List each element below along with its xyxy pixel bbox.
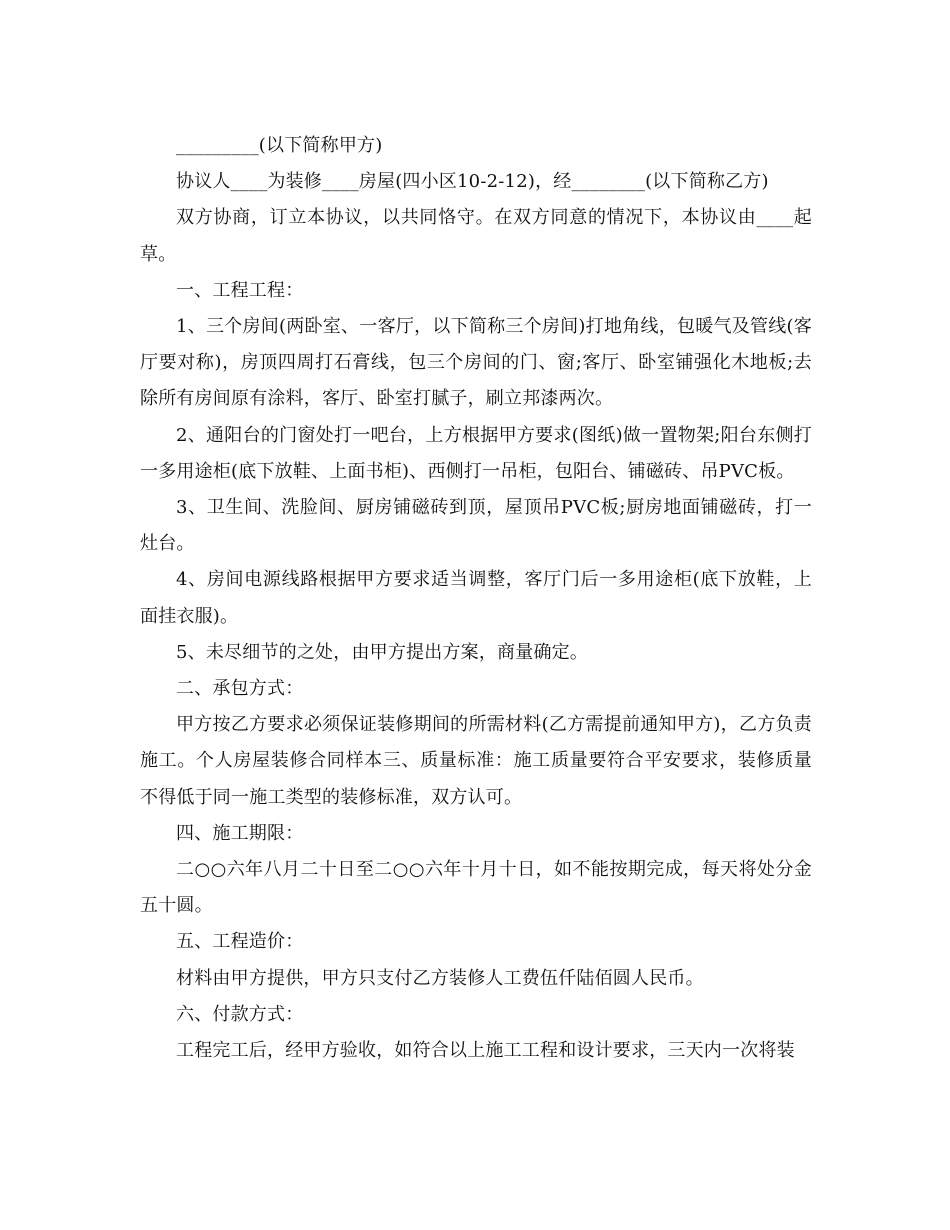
project-item-3: 3、卫生间、洗脸间、厨房铺磁砖到顶，屋顶吊PVC板;厨房地面铺磁砖，打一灶台。 <box>140 497 812 555</box>
section-heading-project: 一、工程工程： <box>176 279 304 301</box>
section-heading-duration: 四、施工期限： <box>176 822 304 844</box>
agreement-intro: 双方协商，订立本协议，以共同恪守。在双方同意的情况下，本协议由____起草。 <box>140 207 812 265</box>
section-heading-payment: 六、付款方式： <box>176 1003 304 1025</box>
contract-method-text: 甲方按乙方要求必须保证装修期间的所需材料(乙方需提前通知甲方)，乙方负责施工。个人房屋装修合同样本三、质量标准：施工质量要符合平安要求，装修质量不得低于同一施工类型的装修标准，双方认可。 <box>140 714 812 808</box>
agreement-parties-line: 协议人____为装修____房屋(四小区10-2-12)，经________(以下简称乙方) <box>176 171 769 193</box>
section-heading-contract-method: 二、承包方式： <box>176 678 304 700</box>
payment-text: 工程完工后，经甲方验收，如符合以上施工工程和设计要求，三天内一次将装 <box>176 1040 795 1062</box>
duration-text: 二○○六年八月二十日至二○○六年十月十日，如不能按期完成，每天将处分金五十圆。 <box>140 859 812 917</box>
project-item-2: 2、通阳台的门窗处打一吧台，上方根据甲方要求(图纸)做一置物架;阳台东侧打一多用途柜(底下放鞋、上面书柜)、西侧打一吊柜，包阳台、铺磁砖、吊PVC板。 <box>140 424 812 482</box>
document-body <box>140 128 812 1069</box>
party-a-line: _________(以下简称甲方) <box>176 135 383 156</box>
project-item-5: 5、未尽细节的之处，由甲方提出方案，商量确定。 <box>176 641 589 663</box>
project-item-1: 1、三个房间(两卧室、一客厅，以下简称三个房间)打地角线，包暖气及管线(客厅要对称)，房顶四周打石膏线，包三个房间的门、窗;客厅、卧室铺强化木地板;去除所有房间原有涂料，客厅、卧室打腻子，刷立邦漆两次。 <box>140 316 812 410</box>
cost-text: 材料由甲方提供，甲方只支付乙方装修人工费伍仟陆佰圆人民币。 <box>176 967 704 989</box>
project-item-4: 4、房间电源线路根据甲方要求适当调整，客厅门后一多用途柜(底下放鞋，上面挂衣服)。 <box>140 569 812 627</box>
section-heading-cost: 五、工程造价： <box>176 931 304 953</box>
